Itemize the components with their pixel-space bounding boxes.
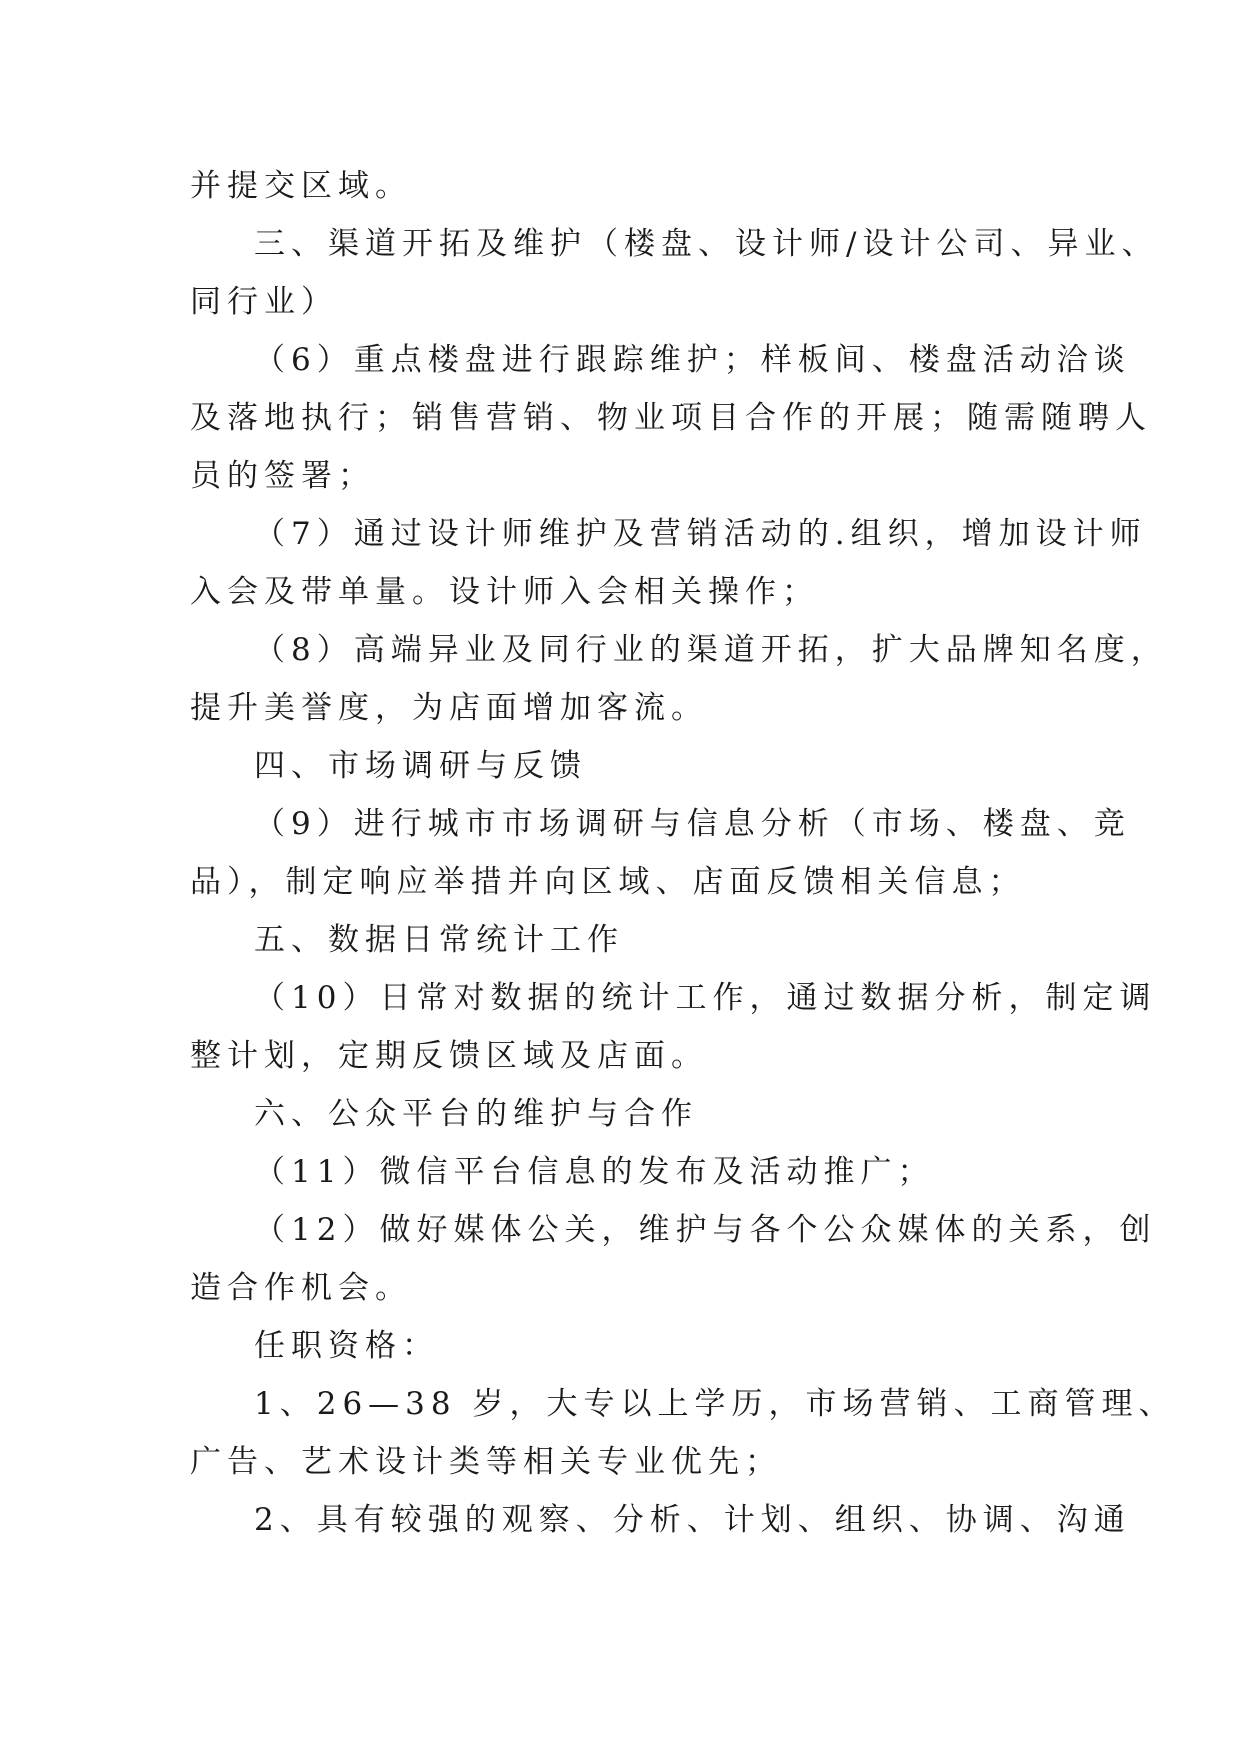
list-item: （6）重点楼盘进行跟踪维护；样板间、楼盘活动洽谈 bbox=[254, 342, 1131, 378]
text-line: 品），制定响应举措并向区域、店面反馈相关信息； bbox=[190, 864, 1026, 900]
section-heading: 六、公众平台的维护与合作 bbox=[254, 1096, 698, 1132]
text-line: 同行业） bbox=[190, 284, 338, 320]
text-line: 入会及带单量。设计师入会相关操作； bbox=[190, 574, 819, 610]
list-item: （10）日常对数据的统计工作，通过数据分析，制定调 bbox=[254, 980, 1157, 1016]
text-line: 员的签署； bbox=[190, 458, 375, 494]
list-item: 1、26—38 岁，大专以上学历，市场营销、工商管理、 bbox=[254, 1386, 1176, 1422]
list-item: （8）高端异业及同行业的渠道开拓，扩大品牌知名度， bbox=[254, 632, 1168, 668]
text-line: 造合作机会。 bbox=[190, 1270, 412, 1306]
section-heading: 任职资格： bbox=[254, 1328, 439, 1364]
text-line: 及落地执行；销售营销、物业项目合作的开展；随需随聘人 bbox=[190, 400, 1152, 436]
list-item: （12）做好媒体公关，维护与各个公众媒体的关系，创 bbox=[254, 1212, 1157, 1248]
section-heading: 五、数据日常统计工作 bbox=[254, 922, 624, 958]
list-item: （9）进行城市市场调研与信息分析（市场、楼盘、竞 bbox=[254, 806, 1131, 842]
section-heading: 三、渠道开拓及维护（楼盘、设计师/设计公司、异业、 bbox=[254, 226, 1159, 262]
text-line: 并提交区域。 bbox=[190, 168, 412, 204]
list-item: 2、具有较强的观察、分析、计划、组织、协调、沟通 bbox=[254, 1502, 1131, 1538]
list-item: （11）微信平台信息的发布及活动推广； bbox=[254, 1154, 935, 1190]
text-line: 广告、艺术设计类等相关专业优先； bbox=[190, 1444, 782, 1480]
section-heading: 四、市场调研与反馈 bbox=[254, 748, 587, 784]
text-line: 整计划，定期反馈区域及店面。 bbox=[190, 1038, 708, 1074]
list-item: （7）通过设计师维护及营销活动的.组织，增加设计师 bbox=[254, 516, 1147, 552]
text-line: 提升美誉度，为店面增加客流。 bbox=[190, 690, 708, 726]
